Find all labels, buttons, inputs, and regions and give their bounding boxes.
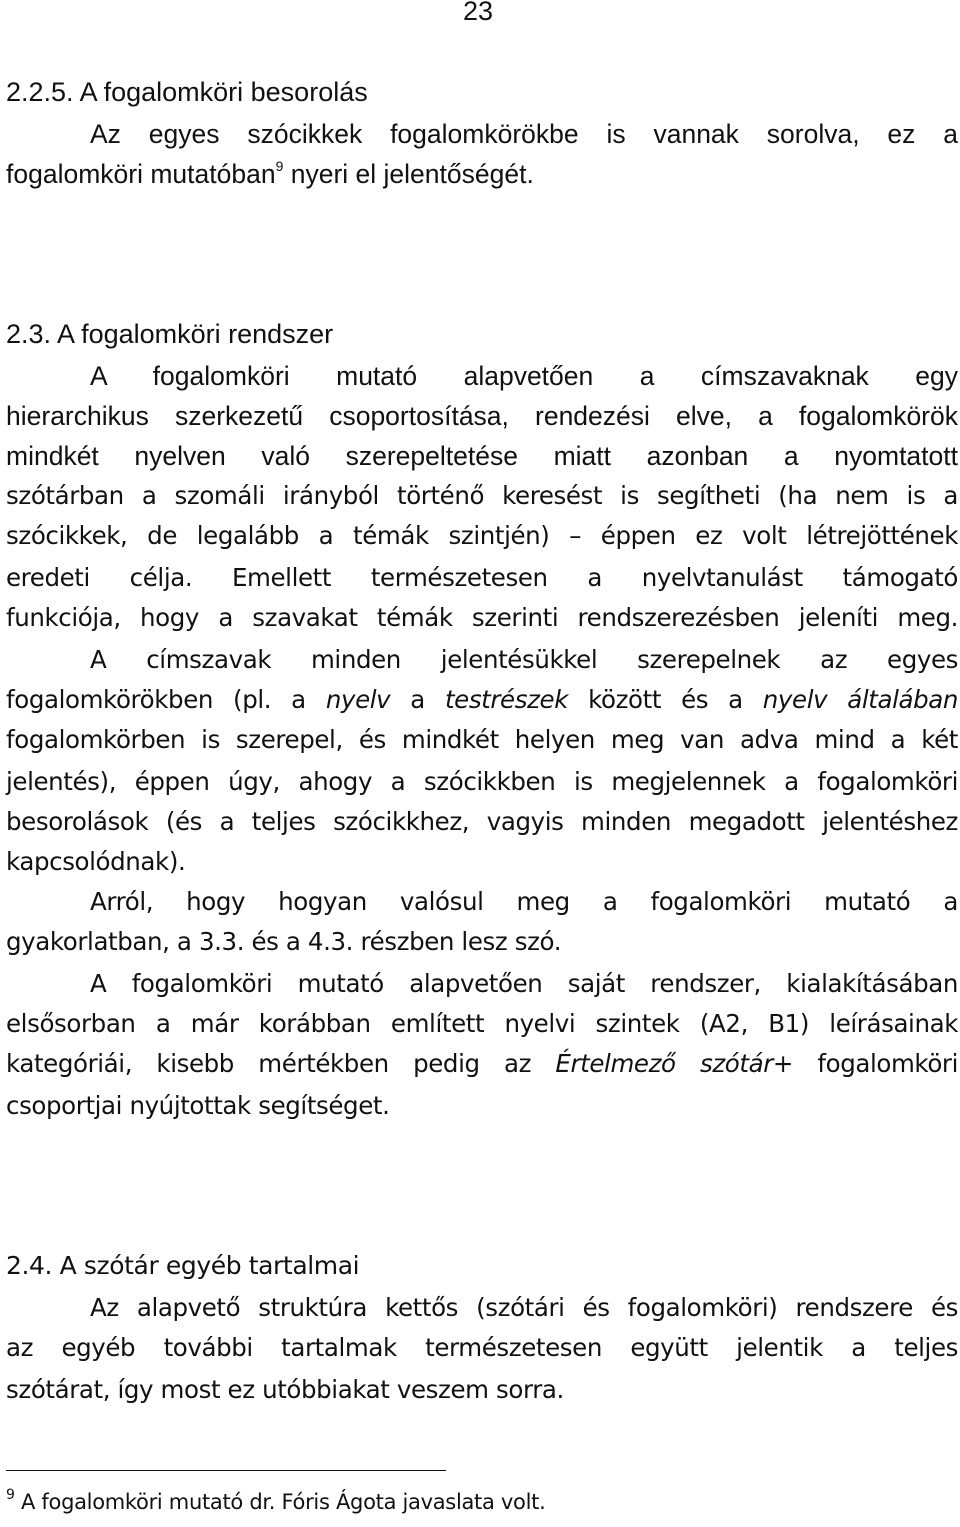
paragraph-line: fogalomkörben is szerepel, és mindkét helyen meg van adva mind a két [6, 725, 958, 754]
paragraph-line: szótárat, így most ez utóbbiakat veszem sorra. [6, 1375, 564, 1404]
italic-term: Értelmező szótár+ [555, 1049, 794, 1078]
italic-term: nyelv [325, 685, 391, 714]
paragraph-line: szótárban a szomáli irányból történő keresést is segítheti (ha nem is a [6, 481, 958, 510]
paragraph-line: A fogalomköri mutató alapvetően saját rendszer, kialakításában [90, 969, 958, 998]
section-heading-2-4: 2.4. A szótár egyéb tartalmai [6, 1251, 360, 1280]
italic-term: nyelv általában [762, 685, 958, 714]
page-number: 23 [463, 0, 494, 26]
paragraph-line: besorolások (és a teljes szócikkhez, vagyis minden megadott jelentéshez [6, 807, 958, 836]
paragraph-line: elsősorban a már korábban említett nyelvi szintek (A2, B1) leírásainak [6, 1009, 958, 1038]
paragraph-line: az egyéb további tartalmak természetesen együtt jelentik a teljes [6, 1333, 958, 1362]
paragraph-line [6, 1044, 958, 1084]
section-heading-2-2-5: 2.2.5. A fogalomköri besorolás [6, 77, 368, 107]
paragraph-line: gyakorlatban, a 3.3. és a 4.3. részben lesz szó. [6, 927, 562, 956]
paragraph-line: jelentés), éppen úgy, ahogy a szócikkben is megjelennek a fogalomköri [6, 767, 958, 796]
paragraph-line [6, 154, 958, 194]
text-run: kategóriái, kisebb mértékben pedig az [6, 1049, 556, 1078]
text-run: nyeri el jelentőségét. [283, 159, 534, 189]
paragraph-line: Arról, hogy hogyan valósul meg a fogalomköri mutató a [90, 887, 958, 916]
footnote-number: 9 [6, 1487, 15, 1503]
footnote-marker: 9 [275, 158, 284, 174]
paragraph-line: A fogalomköri mutató alapvetően a címszavaknak egy [90, 361, 958, 391]
footnote [6, 1487, 546, 1514]
text-run: fogalomkörökben (pl. a [6, 685, 326, 714]
footnote-text: A fogalomköri mutató dr. Fóris Ágota javaslata volt. [14, 1490, 546, 1514]
paragraph-line: csoportjai nyújtottak segítséget. [6, 1091, 390, 1120]
italic-term: testrészek [444, 685, 569, 714]
text-run: között és a [568, 685, 763, 714]
paragraph-line: A címszavak minden jelentésükkel szerepelnek az egyes [90, 645, 958, 674]
paragraph-line: funkciója, hogy a szavakat témák szerinti rendszerezésben jeleníti meg. [6, 603, 958, 632]
text-run: fogalomköri mutatóban [6, 159, 276, 189]
paragraph-line [6, 680, 958, 720]
text-run: a [390, 685, 445, 714]
paragraph-line: szócikkek, de legalább a témák szintjén) – éppen ez volt létrejöttének [6, 521, 958, 550]
paragraph-line: mindkét nyelven való szerepeltetése miatt azonban a nyomtatott [6, 441, 958, 471]
footnote-separator [6, 1470, 446, 1471]
paragraph-line: kapcsolódnak). [6, 847, 186, 876]
section-heading-2-3: 2.3. A fogalomköri rendszer [6, 319, 334, 349]
paragraph-line: Az egyes szócikkek fogalomkörökbe is vannak sorolva, ez a [90, 119, 958, 149]
paragraph-line: Az alapvető struktúra kettős (szótári és fogalomköri) rendszere és [90, 1293, 958, 1322]
paragraph-line: hierarchikus szerkezetű csoportosítása, rendezési elve, a fogalomkörök [6, 401, 958, 431]
text-run: fogalomköri [793, 1049, 959, 1078]
paragraph-line: eredeti célja. Emellett természetesen a nyelvtanulást támogató [6, 563, 958, 592]
